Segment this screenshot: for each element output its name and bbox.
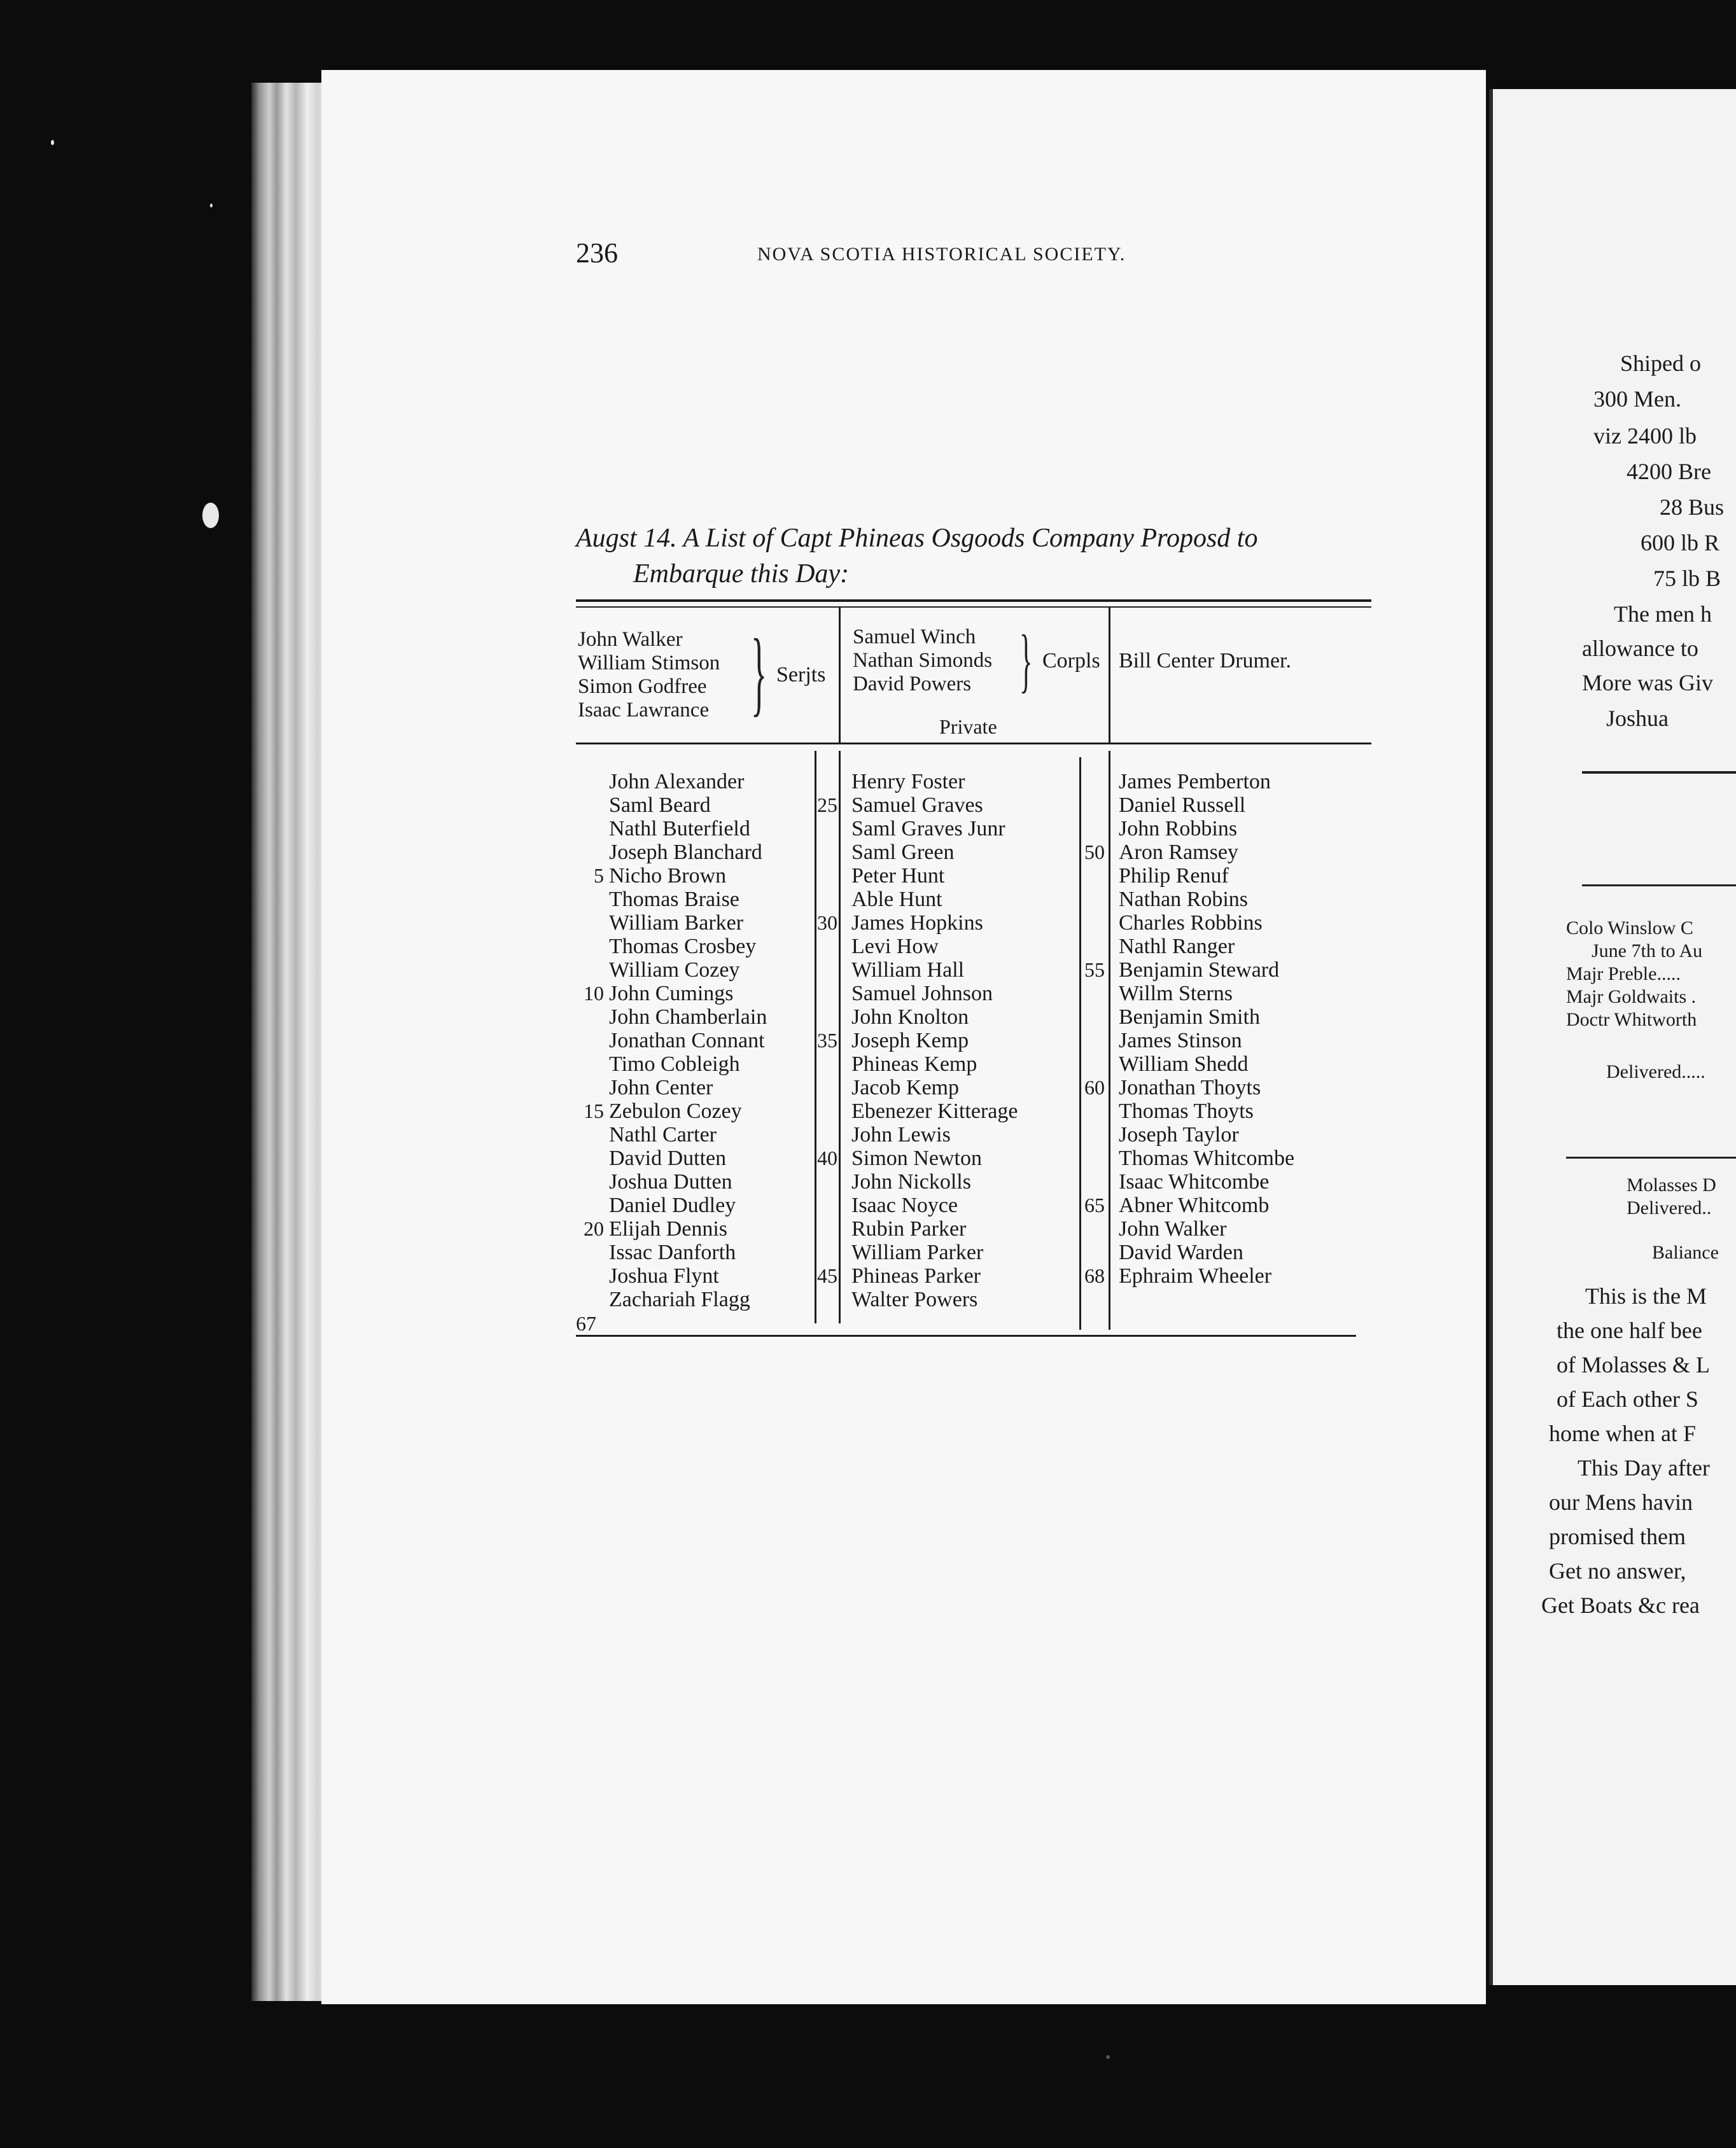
list-item: John Nickolls — [851, 1170, 971, 1194]
list-item: Phineas Parker — [851, 1264, 981, 1288]
list-item: John Knolton — [851, 1005, 969, 1029]
list-item: Willm Sterns — [1119, 982, 1233, 1005]
list-item: Joseph Kemp — [851, 1029, 969, 1052]
corpl-name: Nathan Simonds — [853, 649, 993, 672]
list-item: James Pemberton — [1119, 770, 1271, 793]
list-item: Henry Foster — [851, 770, 965, 793]
list-item: Thomas Braise — [609, 888, 739, 911]
list-item: Able Hunt — [851, 888, 942, 911]
list-item: Zebulon Cozey — [609, 1099, 742, 1123]
list-item: Charles Robbins — [1119, 911, 1263, 935]
corpls-brace: } — [1019, 621, 1033, 700]
text-line: promised them — [1549, 1524, 1686, 1549]
account-line: Doctr Whitworth — [1566, 1009, 1697, 1030]
count-number: 5 — [594, 864, 604, 887]
serjts-label: Serjts — [776, 663, 826, 687]
list-item: Philip Renuf — [1119, 864, 1229, 888]
section-rule — [1582, 884, 1736, 886]
list-item: Nathl Ranger — [1119, 935, 1235, 958]
list-item: Phineas Kemp — [851, 1052, 977, 1076]
corpl-name: Samuel Winch — [853, 625, 976, 648]
list-item: Thomas Thoyts — [1119, 1099, 1254, 1123]
list-item: Saml Graves Junr — [851, 817, 1005, 840]
page-number: 236 — [576, 237, 618, 268]
list-item: William Cozey — [609, 958, 740, 982]
list-item: David Warden — [1119, 1241, 1243, 1264]
count-number: 10 — [584, 982, 604, 1005]
list-item: John Walker — [1119, 1217, 1227, 1241]
list-item: James Hopkins — [851, 911, 983, 935]
count-number: 25 — [817, 793, 837, 816]
text-line: Get no answer, — [1549, 1558, 1686, 1584]
text-line: allowance to — [1582, 636, 1698, 661]
running-title: NOVA SCOTIA HISTORICAL SOCIETY. — [757, 244, 1126, 265]
serjt-name: Simon Godfree — [578, 675, 707, 698]
list-item: Jonathan Thoyts — [1119, 1076, 1261, 1099]
list-item: Issac Danforth — [609, 1241, 736, 1264]
privates-column-2 — [851, 770, 1018, 1311]
list-item: William Barker — [609, 911, 744, 935]
list-item: William Shedd — [1119, 1052, 1249, 1076]
list-item: Benjamin Smith — [1119, 1005, 1260, 1029]
text-line: of Each other S — [1557, 1386, 1698, 1412]
list-item: Isaac Noyce — [851, 1194, 958, 1217]
list-item: Walter Powers — [851, 1288, 978, 1311]
section-rule — [1566, 1157, 1736, 1159]
list-item: Samuel Johnson — [851, 982, 993, 1005]
privates-column-3 — [1119, 770, 1294, 1288]
list-item: Isaac Whitcombe — [1119, 1170, 1270, 1194]
text-line: Shiped o — [1620, 351, 1702, 376]
account-line: Delivered..... — [1606, 1061, 1705, 1082]
list-item: David Dutten — [609, 1147, 727, 1170]
table-top-rule-2 — [576, 606, 1371, 608]
text-line: 28 Bus — [1660, 494, 1725, 520]
list-item: Ebenezer Kitterage — [851, 1099, 1018, 1123]
book-spine — [251, 83, 328, 2001]
list-item: Jacob Kemp — [851, 1076, 960, 1099]
list-item: Joshua Dutten — [609, 1170, 732, 1194]
corpls-label: Corpls — [1042, 649, 1100, 673]
column-rule-2b — [1109, 751, 1110, 1330]
text-line: viz 2400 lb — [1593, 423, 1697, 449]
list-item: Samuel Graves — [851, 793, 983, 817]
count-number: 55 — [1084, 958, 1105, 981]
text-line: This Day after — [1578, 1455, 1710, 1481]
private-label: Private — [939, 715, 997, 738]
list-item: Peter Hunt — [851, 864, 945, 888]
list-item: Elijah Dennis — [609, 1217, 728, 1241]
count-number: 45 — [817, 1264, 837, 1287]
list-item: Joseph Blanchard — [609, 840, 762, 864]
account-line: Delivered.. — [1627, 1197, 1712, 1218]
account-line: Baliance — [1652, 1242, 1719, 1263]
drummer: Bill Center Drumer. — [1119, 649, 1292, 673]
list-item: Simon Newton — [851, 1147, 982, 1170]
text-line: Get Boats &c rea — [1541, 1593, 1700, 1618]
list-item: Ephraim Wheeler — [1119, 1264, 1272, 1288]
text-line: our Mens havin — [1549, 1489, 1693, 1515]
list-item: Levi How — [851, 935, 939, 958]
list-item: John Robbins — [1119, 817, 1238, 840]
list-item: John Alexander — [609, 770, 745, 793]
text-line: 75 lb B — [1653, 566, 1721, 591]
list-item: Timo Cobleigh — [609, 1052, 740, 1076]
right-page — [1489, 89, 1736, 1985]
list-item: Benjamin Steward — [1119, 958, 1280, 982]
officers-bottom-rule — [576, 743, 1371, 744]
count-number: 68 — [1084, 1264, 1105, 1287]
serjts-brace: } — [751, 620, 767, 725]
list-item: John Cumings — [609, 982, 734, 1005]
text-line: of Molasses & L — [1557, 1352, 1710, 1377]
list-item: Joshua Flynt — [609, 1264, 719, 1288]
count-number: 15 — [584, 1099, 604, 1122]
list-item: John Lewis — [851, 1123, 951, 1147]
count-number: 20 — [584, 1217, 604, 1240]
serjt-name: John Walker — [578, 628, 683, 651]
text-line: the one half bee — [1557, 1318, 1702, 1343]
count-number: 60 — [1084, 1076, 1105, 1099]
column-rule-2-upper — [1109, 608, 1110, 743]
text-line: This is the M — [1585, 1283, 1707, 1309]
account-line: Molasses D — [1627, 1175, 1716, 1196]
text-line: 4200 Bre — [1627, 459, 1711, 484]
account-line: Majr Goldwaits . — [1566, 986, 1697, 1007]
table-bottom-rule — [576, 1335, 1356, 1337]
list-item: Rubin Parker — [851, 1217, 967, 1241]
list-item: Nathl Buterfield — [609, 817, 750, 840]
text-line: Joshua — [1606, 706, 1669, 731]
list-item: Abner Whitcomb — [1119, 1194, 1270, 1217]
account-line: Majr Preble..... — [1566, 963, 1681, 984]
count-number: 40 — [817, 1147, 837, 1169]
list-item: Nathl Carter — [609, 1123, 717, 1147]
count-number: 50 — [1084, 840, 1105, 863]
section-rule — [1582, 771, 1736, 774]
count-number: 35 — [817, 1029, 837, 1052]
table-top-rule — [576, 599, 1371, 602]
list-item: Nathan Robins — [1119, 888, 1249, 911]
list-item: John Chamberlain — [609, 1005, 767, 1029]
text-line: The men h — [1614, 601, 1712, 627]
privates-column-1 — [609, 770, 767, 1311]
serjt-name: William Stimson — [578, 652, 720, 674]
count-number: 65 — [1084, 1194, 1105, 1217]
list-item: Zachariah Flagg — [609, 1288, 750, 1311]
dust-speck — [202, 503, 219, 528]
corpl-name: David Powers — [853, 673, 972, 695]
text-line: home when at F — [1549, 1421, 1696, 1446]
column-rule-1b — [839, 751, 841, 1323]
dust-speck — [1106, 2055, 1110, 2059]
text-line: More was Giv — [1582, 670, 1713, 695]
total-count: 67 — [576, 1312, 596, 1335]
list-title-line-1: Augst 14. A List of Capt Phineas Osgoods Company Proposd to — [576, 524, 1258, 553]
list-item: Daniel Russell — [1119, 793, 1246, 817]
list-title-line-2: Embarque this Day: — [633, 559, 850, 589]
text-line: 300 Men. — [1593, 386, 1681, 412]
list-item: William Hall — [851, 958, 965, 982]
text-line: 600 lb R — [1641, 530, 1720, 555]
list-item: Nicho Brown — [609, 864, 727, 888]
count-number: 30 — [817, 911, 837, 934]
list-item: James Stinson — [1119, 1029, 1242, 1052]
dust-speck — [51, 140, 54, 145]
dust-speck — [210, 204, 213, 207]
list-item: Saml Beard — [609, 793, 711, 817]
list-item: Daniel Dudley — [609, 1194, 736, 1217]
account-line: June 7th to Au — [1592, 940, 1703, 961]
account-line: Colo Winslow C — [1566, 917, 1693, 938]
list-item: John Center — [609, 1076, 713, 1099]
list-item: Jonathan Connant — [609, 1029, 765, 1052]
serjt-name: Isaac Lawrance — [578, 699, 710, 722]
list-item: Joseph Taylor — [1119, 1123, 1239, 1147]
list-item: Saml Green — [851, 840, 955, 864]
column-rule-1-upper — [839, 608, 841, 743]
list-item: William Parker — [851, 1241, 984, 1264]
list-item: Thomas Crosbey — [609, 935, 757, 958]
list-item: Thomas Whitcombe — [1119, 1147, 1295, 1170]
list-item: Aron Ramsey — [1119, 840, 1238, 864]
